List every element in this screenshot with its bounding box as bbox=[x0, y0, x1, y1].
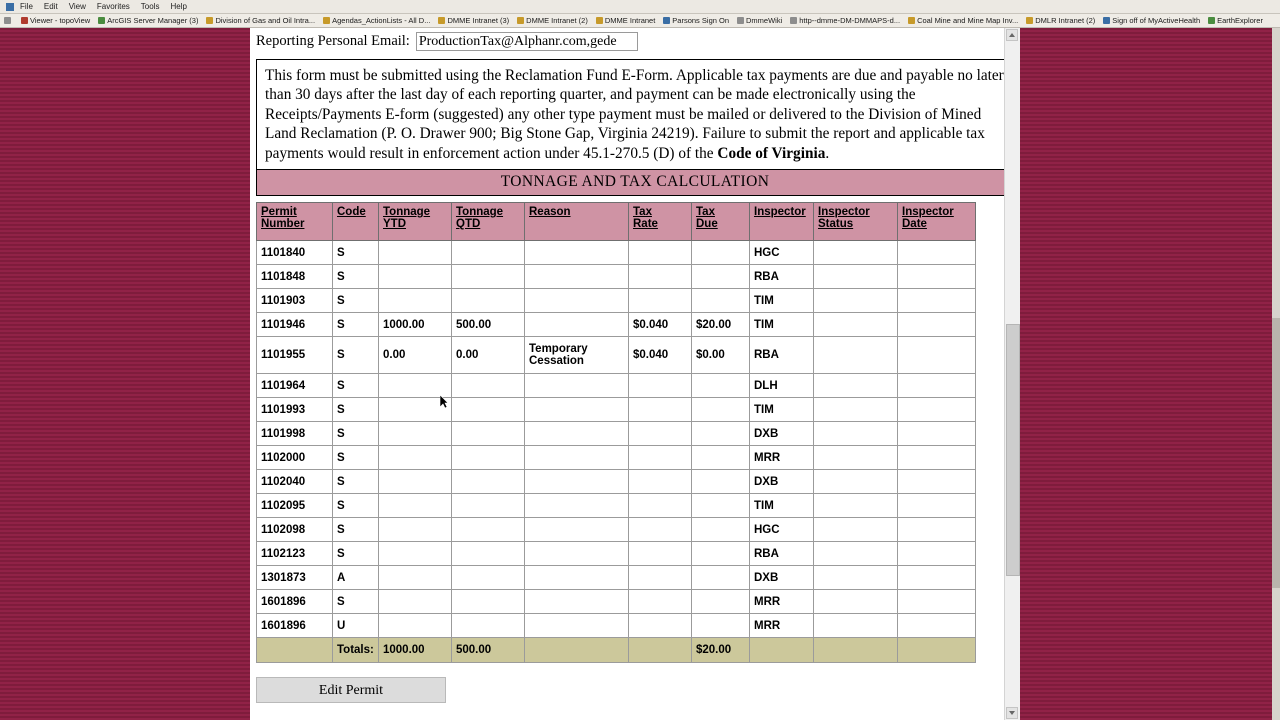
favicon-icon bbox=[438, 17, 445, 24]
cell-reason bbox=[525, 398, 629, 422]
col-code-l1: Code bbox=[337, 206, 366, 219]
bookmarks-bar bbox=[0, 14, 1280, 28]
cell-code: S bbox=[333, 398, 379, 422]
bookmark-item-2[interactable] bbox=[206, 16, 315, 25]
cell-date bbox=[898, 542, 976, 566]
cell-due bbox=[692, 590, 750, 614]
cell-due bbox=[692, 614, 750, 638]
cell-reason bbox=[525, 374, 629, 398]
window-scroll-thumb[interactable] bbox=[1272, 318, 1280, 588]
cell-reason bbox=[525, 470, 629, 494]
cell-status bbox=[814, 422, 898, 446]
table-row bbox=[257, 313, 976, 337]
favicon-icon bbox=[908, 17, 915, 24]
cell-code: S bbox=[333, 374, 379, 398]
email-row bbox=[250, 28, 1020, 57]
cell-rate bbox=[629, 494, 692, 518]
col-tonnage-ytd bbox=[379, 203, 452, 241]
cell-ytd bbox=[379, 422, 452, 446]
form-page bbox=[250, 28, 1020, 703]
window-scrollbar[interactable] bbox=[1272, 28, 1280, 720]
favicon-icon bbox=[517, 17, 524, 24]
table-row bbox=[257, 374, 976, 398]
col-tonnage-ytd-l2: YTD bbox=[383, 218, 406, 231]
cell-qtd bbox=[452, 614, 525, 638]
cell-reason bbox=[525, 241, 629, 265]
cell-ytd bbox=[379, 265, 452, 289]
bookmark-item-7[interactable] bbox=[663, 16, 729, 25]
cell-ytd bbox=[379, 614, 452, 638]
favicon-icon bbox=[1026, 17, 1033, 24]
bookmark-item-11[interactable] bbox=[1026, 16, 1095, 25]
totals-qtd: 500.00 bbox=[452, 638, 525, 663]
cell-date bbox=[898, 337, 976, 374]
bookmark-item-1[interactable] bbox=[98, 16, 198, 25]
cell-due bbox=[692, 470, 750, 494]
cell-ytd bbox=[379, 289, 452, 313]
cell-date bbox=[898, 422, 976, 446]
col-permit-number bbox=[257, 203, 333, 241]
cell-qtd bbox=[452, 241, 525, 265]
cell-permit: 1101848 bbox=[257, 265, 333, 289]
cell-status bbox=[814, 494, 898, 518]
col-permit-number-l2: Number bbox=[261, 218, 305, 231]
cell-inspector: DXB bbox=[750, 566, 814, 590]
col-inspector-l1: Inspector bbox=[754, 206, 806, 219]
notice-text-end: . bbox=[825, 144, 830, 162]
cell-rate bbox=[629, 446, 692, 470]
cell-permit: 1102040 bbox=[257, 470, 333, 494]
totals-reason bbox=[525, 638, 629, 663]
cell-inspector: DXB bbox=[750, 422, 814, 446]
desktop-background-left bbox=[0, 28, 250, 720]
cell-inspector: MRR bbox=[750, 590, 814, 614]
cell-reason bbox=[525, 422, 629, 446]
button-row bbox=[256, 677, 956, 703]
cell-code: S bbox=[333, 422, 379, 446]
cell-rate bbox=[629, 566, 692, 590]
bookmark-label: Parsons Sign On bbox=[672, 16, 729, 25]
cell-due: $0.00 bbox=[692, 337, 750, 374]
scroll-up-arrow-icon[interactable] bbox=[1006, 29, 1018, 41]
cell-code: U bbox=[333, 614, 379, 638]
cell-date bbox=[898, 289, 976, 313]
table-row bbox=[257, 337, 976, 374]
col-inspector-date bbox=[898, 203, 976, 241]
table-row bbox=[257, 470, 976, 494]
cell-due bbox=[692, 566, 750, 590]
cell-ytd: 1000.00 bbox=[379, 313, 452, 337]
table-header-row bbox=[257, 203, 976, 241]
cell-ytd bbox=[379, 494, 452, 518]
cell-code: S bbox=[333, 494, 379, 518]
cell-qtd bbox=[452, 590, 525, 614]
table-row bbox=[257, 422, 976, 446]
table-row bbox=[257, 518, 976, 542]
cell-inspector: DXB bbox=[750, 470, 814, 494]
bookmark-item-4[interactable] bbox=[438, 16, 509, 25]
cell-date bbox=[898, 590, 976, 614]
cell-permit: 1101998 bbox=[257, 422, 333, 446]
cell-status bbox=[814, 470, 898, 494]
favicon-icon bbox=[323, 17, 330, 24]
cell-ytd bbox=[379, 398, 452, 422]
favicon-icon bbox=[1208, 17, 1215, 24]
col-tax-rate bbox=[629, 203, 692, 241]
cell-code: S bbox=[333, 446, 379, 470]
reporting-email-input[interactable] bbox=[416, 32, 638, 51]
col-tax-due bbox=[692, 203, 750, 241]
bookmark-label: DMME Intranet bbox=[604, 16, 656, 25]
section-title-band: TONNAGE AND TAX CALCULATION bbox=[256, 170, 1014, 196]
table-row bbox=[257, 590, 976, 614]
cell-reason bbox=[525, 566, 629, 590]
table-row bbox=[257, 614, 976, 638]
cell-date bbox=[898, 494, 976, 518]
cell-permit: 1301873 bbox=[257, 566, 333, 590]
cell-code: S bbox=[333, 337, 379, 374]
bookmark-item-12[interactable] bbox=[1103, 16, 1200, 25]
col-inspector-date-l1: Inspector bbox=[902, 206, 954, 219]
cell-date bbox=[898, 446, 976, 470]
bookmark-item-13[interactable] bbox=[1208, 16, 1263, 25]
cell-rate: $0.040 bbox=[629, 313, 692, 337]
cell-permit: 1102000 bbox=[257, 446, 333, 470]
cell-permit: 1601896 bbox=[257, 614, 333, 638]
cell-due bbox=[692, 241, 750, 265]
bookmark-item-3[interactable] bbox=[323, 16, 430, 25]
cell-qtd bbox=[452, 542, 525, 566]
cell-reason bbox=[525, 446, 629, 470]
favicon-icon bbox=[4, 17, 11, 24]
table-row bbox=[257, 566, 976, 590]
totals-date bbox=[898, 638, 976, 663]
cell-inspector: TIM bbox=[750, 494, 814, 518]
bookmark-label: Coal Mine and Mine Map Inv... bbox=[917, 16, 1019, 25]
cell-date bbox=[898, 313, 976, 337]
cell-due bbox=[692, 494, 750, 518]
cell-permit: 1101964 bbox=[257, 374, 333, 398]
cell-qtd bbox=[452, 518, 525, 542]
cell-rate bbox=[629, 398, 692, 422]
cell-status bbox=[814, 265, 898, 289]
scroll-thumb[interactable] bbox=[1006, 324, 1020, 576]
cell-ytd bbox=[379, 446, 452, 470]
col-tax-rate-l2: Rate bbox=[633, 218, 658, 231]
tonnage-table-wrap bbox=[256, 202, 956, 663]
cell-date bbox=[898, 470, 976, 494]
cell-permit: 1102095 bbox=[257, 494, 333, 518]
notice-bold-text: Code of Virginia bbox=[717, 144, 826, 162]
bookmark-item-0[interactable] bbox=[21, 16, 90, 25]
cell-inspector: HGC bbox=[750, 241, 814, 265]
favicon-icon bbox=[790, 17, 797, 24]
cell-permit: 1102098 bbox=[257, 518, 333, 542]
scroll-down-arrow-icon[interactable] bbox=[1006, 707, 1018, 719]
menu-item-file[interactable]: File bbox=[20, 2, 33, 11]
cell-code: S bbox=[333, 470, 379, 494]
cell-reason bbox=[525, 518, 629, 542]
totals-row bbox=[257, 638, 976, 663]
menu-item-favorites[interactable]: Favorites bbox=[96, 2, 130, 11]
col-code bbox=[333, 203, 379, 241]
bookmark-item-10[interactable] bbox=[908, 16, 1018, 25]
col-inspector-date-l2: Date bbox=[902, 218, 927, 231]
cell-ytd bbox=[379, 590, 452, 614]
instructions-notice bbox=[256, 59, 1014, 170]
cell-status bbox=[814, 289, 898, 313]
col-reason bbox=[525, 203, 629, 241]
col-tonnage-qtd-l1: Tonnage bbox=[456, 206, 504, 219]
cell-permit: 1101946 bbox=[257, 313, 333, 337]
browser-logo-icon bbox=[6, 3, 14, 11]
cell-qtd bbox=[452, 470, 525, 494]
cell-rate bbox=[629, 265, 692, 289]
totals-rate bbox=[629, 638, 692, 663]
bookmark-item-8[interactable] bbox=[737, 16, 782, 25]
cell-permit: 1101955 bbox=[257, 337, 333, 374]
cell-reason bbox=[525, 590, 629, 614]
totals-status bbox=[814, 638, 898, 663]
tonnage-table-body bbox=[257, 241, 976, 663]
cell-qtd bbox=[452, 265, 525, 289]
cell-ytd bbox=[379, 566, 452, 590]
favicon-icon bbox=[98, 17, 105, 24]
favicon-icon bbox=[663, 17, 670, 24]
cell-permit: 1601896 bbox=[257, 590, 333, 614]
col-tonnage-ytd-l1: Tonnage bbox=[383, 206, 431, 219]
table-row bbox=[257, 494, 976, 518]
cell-rate bbox=[629, 590, 692, 614]
bookmark-label: DmmeWiki bbox=[746, 16, 783, 25]
cell-status bbox=[814, 241, 898, 265]
col-tonnage-qtd-l2: QTD bbox=[456, 218, 481, 231]
bookmark-item-9[interactable] bbox=[790, 16, 900, 25]
cell-rate: $0.040 bbox=[629, 337, 692, 374]
cell-code: S bbox=[333, 542, 379, 566]
cell-code: A bbox=[333, 566, 379, 590]
browser-menu-bar bbox=[0, 0, 1280, 14]
col-reason-l1: Reason bbox=[529, 206, 571, 219]
cell-inspector: DLH bbox=[750, 374, 814, 398]
bookmark-label: ArcGIS Server Manager (3) bbox=[107, 16, 199, 25]
cell-code: S bbox=[333, 518, 379, 542]
bookmark-label: http--dmme-DM-DMMAPS-d... bbox=[799, 16, 901, 25]
cell-inspector: TIM bbox=[750, 313, 814, 337]
cell-permit: 1101903 bbox=[257, 289, 333, 313]
cell-reason: Temporary Cessation bbox=[525, 337, 629, 374]
cell-code: S bbox=[333, 590, 379, 614]
cell-ytd bbox=[379, 374, 452, 398]
bookmark-label: Viewer - topoView bbox=[30, 16, 91, 25]
totals-ytd: 1000.00 bbox=[379, 638, 452, 663]
cell-due bbox=[692, 422, 750, 446]
cell-rate bbox=[629, 542, 692, 566]
cell-due bbox=[692, 374, 750, 398]
col-tax-due-l1: Tax bbox=[696, 206, 715, 219]
cell-ytd bbox=[379, 542, 452, 566]
table-row bbox=[257, 265, 976, 289]
cell-status bbox=[814, 614, 898, 638]
tonnage-table bbox=[256, 202, 976, 663]
col-tax-rate-l1: Tax bbox=[633, 206, 652, 219]
cell-due bbox=[692, 265, 750, 289]
cell-qtd bbox=[452, 398, 525, 422]
col-inspector-status-l1: Inspector bbox=[818, 206, 870, 219]
cell-inspector: TIM bbox=[750, 289, 814, 313]
bookmark-label: DMME Intranet (2) bbox=[526, 16, 588, 25]
col-permit-number-l1: Permit bbox=[261, 206, 297, 219]
cell-code: S bbox=[333, 289, 379, 313]
menu-item-tools[interactable]: Tools bbox=[140, 2, 160, 11]
cell-qtd bbox=[452, 494, 525, 518]
cell-rate bbox=[629, 518, 692, 542]
browser-content bbox=[250, 28, 1020, 720]
favicon-icon bbox=[596, 17, 603, 24]
edit-permit-button[interactable]: Edit Permit bbox=[256, 677, 446, 703]
cell-status bbox=[814, 398, 898, 422]
cell-reason bbox=[525, 313, 629, 337]
favicon-icon bbox=[737, 17, 744, 24]
cell-permit: 1101993 bbox=[257, 398, 333, 422]
totals-blank bbox=[257, 638, 333, 663]
cell-inspector: RBA bbox=[750, 337, 814, 374]
bookmark-label: Sign off of MyActiveHealth bbox=[1112, 16, 1201, 25]
cell-ytd bbox=[379, 470, 452, 494]
cell-due: $20.00 bbox=[692, 313, 750, 337]
cell-date bbox=[898, 241, 976, 265]
cell-code: S bbox=[333, 241, 379, 265]
cell-permit: 1102123 bbox=[257, 542, 333, 566]
cell-due bbox=[692, 398, 750, 422]
cell-status bbox=[814, 566, 898, 590]
cell-due bbox=[692, 518, 750, 542]
totals-label: Totals: bbox=[333, 638, 379, 663]
cell-reason bbox=[525, 494, 629, 518]
cell-inspector: MRR bbox=[750, 614, 814, 638]
cell-qtd: 500.00 bbox=[452, 313, 525, 337]
cell-reason bbox=[525, 614, 629, 638]
cell-ytd: 0.00 bbox=[379, 337, 452, 374]
cell-ytd bbox=[379, 518, 452, 542]
cell-due bbox=[692, 289, 750, 313]
cell-date bbox=[898, 398, 976, 422]
cell-status bbox=[814, 374, 898, 398]
cell-code: S bbox=[333, 313, 379, 337]
table-row bbox=[257, 446, 976, 470]
bookmark-item-5[interactable] bbox=[517, 16, 588, 25]
cell-due bbox=[692, 542, 750, 566]
cell-qtd bbox=[452, 422, 525, 446]
cell-reason bbox=[525, 542, 629, 566]
bookmark-label: Division of Gas and Oil Intra... bbox=[215, 16, 316, 25]
bookmark-label: DMLR Intranet (2) bbox=[1035, 16, 1096, 25]
cell-status bbox=[814, 337, 898, 374]
cell-reason bbox=[525, 289, 629, 313]
bookmark-label: Agendas_ActionLists - All D... bbox=[332, 16, 431, 25]
col-inspector-status-l2: Status bbox=[818, 218, 854, 231]
col-inspector-status bbox=[814, 203, 898, 241]
cell-qtd bbox=[452, 446, 525, 470]
col-tonnage-qtd bbox=[452, 203, 525, 241]
cell-rate bbox=[629, 289, 692, 313]
cell-status bbox=[814, 542, 898, 566]
menu-item-edit[interactable]: Edit bbox=[43, 2, 58, 11]
cell-rate bbox=[629, 614, 692, 638]
favicon-icon bbox=[206, 17, 213, 24]
cell-inspector: TIM bbox=[750, 398, 814, 422]
bookmark-item-6[interactable] bbox=[596, 16, 655, 25]
cell-ytd bbox=[379, 241, 452, 265]
table-row bbox=[257, 241, 976, 265]
cell-status bbox=[814, 446, 898, 470]
cell-inspector: RBA bbox=[750, 265, 814, 289]
cell-date bbox=[898, 566, 976, 590]
favicon-icon bbox=[21, 17, 28, 24]
cell-reason bbox=[525, 265, 629, 289]
cell-status bbox=[814, 313, 898, 337]
cell-status bbox=[814, 590, 898, 614]
cell-qtd bbox=[452, 289, 525, 313]
cell-date bbox=[898, 518, 976, 542]
bookmark-label: EarthExplorer bbox=[1217, 16, 1263, 25]
cell-date bbox=[898, 614, 976, 638]
cell-inspector: MRR bbox=[750, 446, 814, 470]
email-label: Reporting Personal Email: bbox=[256, 33, 410, 49]
bookmark-label: DMME Intranet (3) bbox=[447, 16, 510, 25]
totals-inspector bbox=[750, 638, 814, 663]
table-row bbox=[257, 542, 976, 566]
notice-text: This form must be submitted using the Reclamation Fund E-Form. Applicable tax payments are due and payable no later than 30 days after the last day of each reporting quarter, and payment can be made electronically using the Receipts/Payments E-form (suggested) any other type payment must be mailed or delivered to the Division of Mined Land Reclamation (P. O. Drawer 900; Big Stone Gap, Virginia 24219). Failure to submit the report and applicable tax payments would result in enforcement action under 45.1-270.5 (D) of the bbox=[265, 67, 1004, 162]
desktop-background-right bbox=[1020, 28, 1280, 720]
cell-status bbox=[814, 518, 898, 542]
cell-date bbox=[898, 374, 976, 398]
cell-inspector: RBA bbox=[750, 542, 814, 566]
cell-qtd: 0.00 bbox=[452, 337, 525, 374]
cell-rate bbox=[629, 470, 692, 494]
favicon-icon bbox=[1103, 17, 1110, 24]
cell-rate bbox=[629, 422, 692, 446]
cell-rate bbox=[629, 374, 692, 398]
cell-rate bbox=[629, 241, 692, 265]
table-row bbox=[257, 289, 976, 313]
col-tax-due-l2: Due bbox=[696, 218, 718, 231]
cell-due bbox=[692, 446, 750, 470]
menu-item-help[interactable]: Help bbox=[170, 2, 187, 11]
col-inspector bbox=[750, 203, 814, 241]
cell-inspector: HGC bbox=[750, 518, 814, 542]
table-row bbox=[257, 398, 976, 422]
cell-date bbox=[898, 265, 976, 289]
menu-item-view[interactable]: View bbox=[68, 2, 86, 11]
page-scrollbar[interactable] bbox=[1004, 28, 1020, 720]
totals-due: $20.00 bbox=[692, 638, 750, 663]
bookmark-item[interactable] bbox=[4, 17, 13, 24]
cell-qtd bbox=[452, 374, 525, 398]
cell-qtd bbox=[452, 566, 525, 590]
cell-code: S bbox=[333, 265, 379, 289]
cell-permit: 1101840 bbox=[257, 241, 333, 265]
